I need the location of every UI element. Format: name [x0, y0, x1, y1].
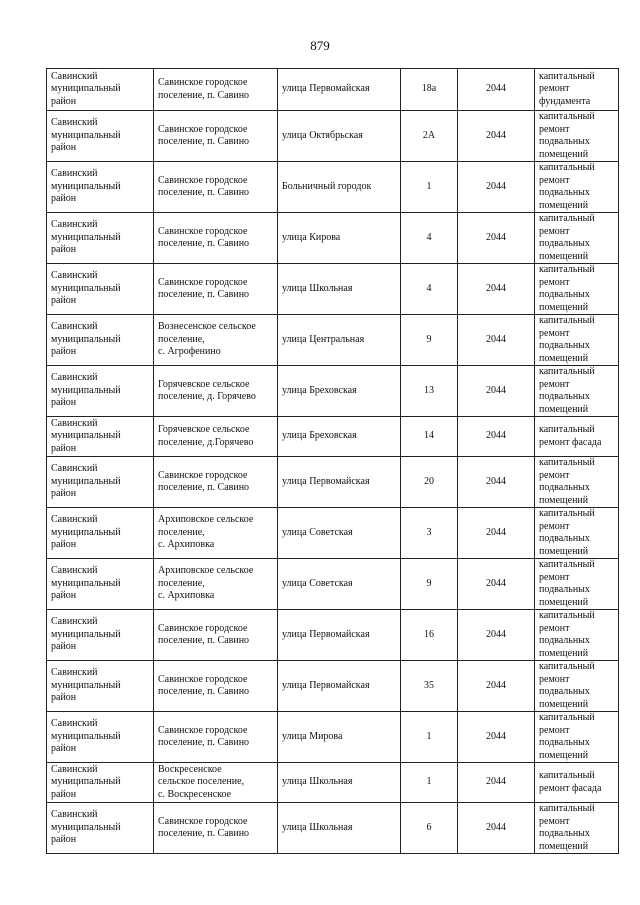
cell-line: помещений: [539, 545, 589, 557]
cell-line: муниципальный: [51, 180, 121, 192]
cell-line: муниципальный: [51, 475, 121, 487]
cell-line: капитальный: [539, 111, 595, 122]
cell-line: поселение, п. Савино: [158, 482, 250, 493]
cell-line: Савинский: [51, 219, 98, 231]
cell-line: Савинский: [51, 270, 98, 282]
cell-line: поселение, п. Савино: [158, 187, 250, 198]
cell-line: Савинский: [51, 417, 98, 429]
street-cell: улица Советская: [278, 508, 401, 559]
work-type-cell: [535, 508, 619, 559]
cell-line: поселение, п. Савино: [158, 136, 250, 147]
repair-year-cell: 2044: [458, 315, 535, 366]
house-number-cell: 20: [401, 457, 458, 508]
cell-line: капитальный: [539, 661, 595, 672]
cell-line: муниципальный: [51, 231, 121, 243]
cell-line: капитальный: [539, 610, 595, 621]
cell-line: капитальный: [539, 770, 595, 781]
house-number-cell: 9: [401, 315, 458, 366]
cell-line: сельское поселение,: [158, 776, 245, 788]
district-cell: [47, 559, 154, 610]
repair-year-cell: 2044: [458, 417, 535, 457]
cell-line: муниципальный: [51, 282, 121, 294]
street-cell: улица Первомайская: [278, 610, 401, 661]
work-type-cell: [535, 162, 619, 213]
district-cell: [47, 763, 154, 803]
house-number-cell: 1: [401, 712, 458, 763]
cell-line: муниципальный: [51, 430, 121, 442]
cell-line: помещений: [539, 840, 589, 852]
house-number-cell: 2А: [401, 111, 458, 162]
work-type-cell: [535, 315, 619, 366]
district-cell: [47, 610, 154, 661]
cell-line: помещений: [539, 749, 589, 761]
cell-line: муниципальный: [51, 129, 121, 141]
settlement-cell: [154, 417, 278, 457]
cell-line: капитальный: [539, 70, 595, 82]
table-row: [47, 111, 619, 162]
cell-line: помещений: [539, 494, 589, 506]
district-cell: [47, 111, 154, 162]
settlement-cell: [154, 559, 278, 610]
district-cell: [47, 508, 154, 559]
cell-line: Савинский: [51, 565, 98, 577]
cell-line: поселение,: [158, 526, 205, 538]
repair-year-cell: 2044: [458, 712, 535, 763]
cell-line: ремонт: [539, 378, 570, 390]
cell-line: подвальных: [539, 238, 590, 249]
table-row: [47, 315, 619, 366]
cell-line: Савинское городское: [158, 724, 248, 736]
cell-line: муниципальный: [51, 628, 121, 640]
table-row: [47, 264, 619, 315]
cell-line: капитальный: [539, 457, 595, 468]
repair-year-cell: 2044: [458, 763, 535, 803]
repair-year-cell: 2044: [458, 457, 535, 508]
cell-line: ремонт: [539, 276, 570, 288]
house-number-cell: 14: [401, 417, 458, 457]
table-row: [47, 763, 619, 803]
cell-line: муниципальный: [51, 577, 121, 589]
cell-line: район: [51, 346, 77, 358]
cell-line: подвальных: [539, 686, 590, 697]
cell-line: муниципальный: [51, 679, 121, 691]
cell-line: Савинский: [51, 616, 98, 628]
repair-year-cell: 2044: [458, 610, 535, 661]
cell-line: помещений: [539, 250, 589, 262]
cell-line: помещений: [539, 148, 589, 160]
cell-line: с. Архиповка: [158, 539, 215, 551]
cell-line: Савинское городское: [158, 123, 248, 135]
cell-line: муниципальный: [51, 526, 121, 538]
district-cell: [47, 712, 154, 763]
cell-line: Савинский: [51, 463, 98, 475]
cell-line: район: [51, 692, 77, 704]
work-type-cell: [535, 610, 619, 661]
settlement-cell: [154, 610, 278, 661]
house-number-cell: 18а: [401, 69, 458, 111]
cell-line: фундамента: [539, 95, 591, 107]
work-type-cell: [535, 111, 619, 162]
table-row: [47, 162, 619, 213]
cell-line: ремонт: [539, 174, 570, 186]
street-cell: улица Первомайская: [278, 457, 401, 508]
cell-line: поселение, п. Савино: [158, 289, 250, 300]
cell-line: Савинское городское: [158, 815, 248, 827]
cell-line: подвальных: [539, 289, 590, 300]
cell-line: помещений: [539, 199, 589, 211]
cell-line: ремонт: [539, 815, 570, 827]
cell-line: ремонт фасада: [539, 436, 602, 448]
district-cell: [47, 417, 154, 457]
settlement-cell: [154, 803, 278, 854]
cell-line: подвальных: [539, 635, 590, 646]
table-row: [47, 417, 619, 457]
cell-line: ремонт: [539, 520, 570, 532]
cell-line: поселение,: [158, 577, 205, 589]
cell-line: район: [51, 590, 77, 602]
street-cell: улица Октябрьская: [278, 111, 401, 162]
district-cell: [47, 661, 154, 712]
cell-line: ремонт: [539, 225, 570, 237]
cell-line: район: [51, 142, 77, 154]
cell-line: помещений: [539, 352, 589, 364]
cell-line: ремонт: [539, 83, 570, 95]
cell-line: капитальный: [539, 213, 595, 224]
street-cell: улица Школьная: [278, 803, 401, 854]
street-cell: улица Школьная: [278, 264, 401, 315]
work-type-cell: [535, 661, 619, 712]
settlement-cell: [154, 162, 278, 213]
cell-line: поселение, п. Савино: [158, 238, 250, 249]
work-type-cell: [535, 559, 619, 610]
cell-line: поселение, д. Горячево: [158, 391, 256, 402]
cell-line: ремонт: [539, 724, 570, 736]
cell-line: подвальных: [539, 828, 590, 839]
district-cell: [47, 162, 154, 213]
street-cell: улица Бреховская: [278, 417, 401, 457]
cell-line: Савинское городское: [158, 276, 248, 288]
house-number-cell: 4: [401, 213, 458, 264]
cell-line: подвальных: [539, 136, 590, 147]
table-row: [47, 712, 619, 763]
cell-line: муниципальный: [51, 730, 121, 742]
cell-line: Савинский: [51, 372, 98, 384]
table-row: [47, 457, 619, 508]
table-row: [47, 610, 619, 661]
work-type-cell: [535, 213, 619, 264]
settlement-cell: [154, 457, 278, 508]
street-cell: улица Центральная: [278, 315, 401, 366]
cell-line: подвальных: [539, 340, 590, 351]
cell-line: Архиповское сельское: [158, 565, 254, 577]
cell-line: поселение,: [158, 333, 205, 345]
table-row: [47, 803, 619, 854]
cell-line: подвальных: [539, 187, 590, 198]
street-cell: улица Первомайская: [278, 661, 401, 712]
cell-line: помещений: [539, 403, 589, 415]
repair-year-cell: 2044: [458, 661, 535, 712]
cell-line: помещений: [539, 698, 589, 710]
district-cell: [47, 366, 154, 417]
cell-line: капитальный: [539, 712, 595, 723]
cell-line: район: [51, 95, 77, 107]
repair-year-cell: 2044: [458, 213, 535, 264]
cell-line: Савинский: [51, 718, 98, 730]
cell-line: район: [51, 539, 77, 551]
street-cell: улица Бреховская: [278, 366, 401, 417]
work-type-cell: [535, 763, 619, 803]
cell-line: поселение, д.Горячево: [158, 436, 254, 448]
cell-line: Савинское городское: [158, 469, 248, 481]
cell-line: с. Архиповка: [158, 590, 215, 602]
cell-line: Савинское городское: [158, 77, 248, 88]
settlement-cell: [154, 69, 278, 111]
repair-year-cell: 2044: [458, 366, 535, 417]
table-row: [47, 559, 619, 610]
cell-line: муниципальный: [51, 384, 121, 396]
cell-line: капитальный: [539, 162, 595, 173]
repair-year-cell: 2044: [458, 803, 535, 854]
cell-line: помещений: [539, 301, 589, 313]
cell-line: муниципальный: [51, 83, 121, 95]
district-cell: [47, 803, 154, 854]
cell-line: Горячевское сельское: [158, 424, 250, 435]
cell-line: Архиповское сельское: [158, 514, 254, 526]
repair-year-cell: 2044: [458, 508, 535, 559]
cell-line: подвальных: [539, 533, 590, 544]
cell-line: Савинское городское: [158, 622, 248, 634]
cell-line: подвальных: [539, 482, 590, 493]
district-cell: [47, 315, 154, 366]
work-type-cell: [535, 457, 619, 508]
repair-year-cell: 2044: [458, 559, 535, 610]
cell-line: ремонт: [539, 673, 570, 685]
house-number-cell: 6: [401, 803, 458, 854]
cell-line: район: [51, 295, 77, 307]
house-number-cell: 13: [401, 366, 458, 417]
cell-line: поселение, п. Савино: [158, 737, 250, 748]
settlement-cell: [154, 366, 278, 417]
repair-year-cell: 2044: [458, 69, 535, 111]
cell-line: подвальных: [539, 584, 590, 595]
cell-line: Савинский: [51, 117, 98, 129]
district-cell: [47, 69, 154, 111]
settlement-cell: [154, 508, 278, 559]
settlement-cell: [154, 315, 278, 366]
cell-line: поселение, п. Савино: [158, 686, 250, 697]
cell-line: капитальный: [539, 264, 595, 275]
cell-line: Савинский: [51, 321, 98, 333]
cell-line: подвальных: [539, 391, 590, 402]
cell-line: муниципальный: [51, 776, 121, 788]
cell-line: муниципальный: [51, 333, 121, 345]
cell-line: район: [51, 488, 77, 500]
cell-line: капитальный: [539, 315, 595, 326]
cell-line: поселение, п. Савино: [158, 828, 250, 839]
cell-line: ремонт: [539, 327, 570, 339]
cell-line: район: [51, 193, 77, 205]
settlement-cell: [154, 712, 278, 763]
work-type-cell: [535, 264, 619, 315]
cell-line: ремонт: [539, 469, 570, 481]
work-type-cell: [535, 69, 619, 111]
cell-line: капитальный: [539, 803, 595, 814]
repair-schedule-table: [46, 68, 619, 854]
house-number-cell: 1: [401, 162, 458, 213]
table-row: [47, 366, 619, 417]
cell-line: Савинский: [51, 809, 98, 821]
cell-line: Савинское городское: [158, 225, 248, 237]
cell-line: Савинский: [51, 763, 98, 775]
cell-line: Воскресенское: [158, 763, 222, 775]
street-cell: улица Советская: [278, 559, 401, 610]
work-type-cell: [535, 803, 619, 854]
settlement-cell: [154, 661, 278, 712]
house-number-cell: 4: [401, 264, 458, 315]
district-cell: [47, 264, 154, 315]
work-type-cell: [535, 712, 619, 763]
cell-line: район: [51, 788, 77, 800]
work-type-cell: [535, 366, 619, 417]
cell-line: район: [51, 244, 77, 256]
cell-line: поселение, п. Савино: [158, 89, 250, 101]
cell-line: район: [51, 442, 77, 454]
cell-line: район: [51, 397, 77, 409]
cell-line: с. Агрофенино: [158, 346, 221, 358]
table-row: [47, 69, 619, 111]
repair-year-cell: 2044: [458, 264, 535, 315]
cell-line: Савинское городское: [158, 673, 248, 685]
table-row: [47, 661, 619, 712]
cell-line: подвальных: [539, 737, 590, 748]
cell-line: ремонт: [539, 571, 570, 583]
cell-line: ремонт фасада: [539, 782, 602, 794]
house-number-cell: 1: [401, 763, 458, 803]
page-number: 879: [310, 38, 330, 53]
cell-line: Горячевское сельское: [158, 378, 250, 390]
street-cell: Больничный городок: [278, 162, 401, 213]
settlement-cell: [154, 763, 278, 803]
cell-line: капитальный: [539, 424, 595, 435]
cell-line: район: [51, 743, 77, 755]
settlement-cell: [154, 111, 278, 162]
cell-line: Вознесенское сельское: [158, 321, 256, 333]
house-number-cell: 35: [401, 661, 458, 712]
table-row: [47, 508, 619, 559]
cell-line: капитальный: [539, 559, 595, 570]
cell-line: муниципальный: [51, 821, 121, 833]
house-number-cell: 16: [401, 610, 458, 661]
cell-line: Савинский: [51, 514, 98, 526]
street-cell: улица Школьная: [278, 763, 401, 803]
settlement-cell: [154, 264, 278, 315]
cell-line: район: [51, 641, 77, 653]
cell-line: капитальный: [539, 366, 595, 377]
district-cell: [47, 213, 154, 264]
repair-year-cell: 2044: [458, 162, 535, 213]
work-type-cell: [535, 417, 619, 457]
cell-line: капитальный: [539, 508, 595, 519]
cell-line: район: [51, 834, 77, 846]
cell-line: ремонт: [539, 622, 570, 634]
street-cell: улица Мирова: [278, 712, 401, 763]
house-number-cell: 3: [401, 508, 458, 559]
table-row: [47, 213, 619, 264]
settlement-cell: [154, 213, 278, 264]
cell-line: Савинский: [51, 168, 98, 180]
street-cell: улица Первомайская: [278, 69, 401, 111]
cell-line: помещений: [539, 647, 589, 659]
cell-line: поселение, п. Савино: [158, 635, 250, 646]
cell-line: Савинское городское: [158, 174, 248, 186]
repair-year-cell: 2044: [458, 111, 535, 162]
cell-line: помещений: [539, 596, 589, 608]
table-body: [47, 69, 619, 854]
cell-line: ремонт: [539, 123, 570, 135]
house-number-cell: 9: [401, 559, 458, 610]
cell-line: Савинский: [51, 667, 98, 679]
cell-line: с. Воскресенское: [158, 788, 232, 800]
street-cell: улица Кирова: [278, 213, 401, 264]
cell-line: Савинский: [51, 70, 98, 82]
district-cell: [47, 457, 154, 508]
